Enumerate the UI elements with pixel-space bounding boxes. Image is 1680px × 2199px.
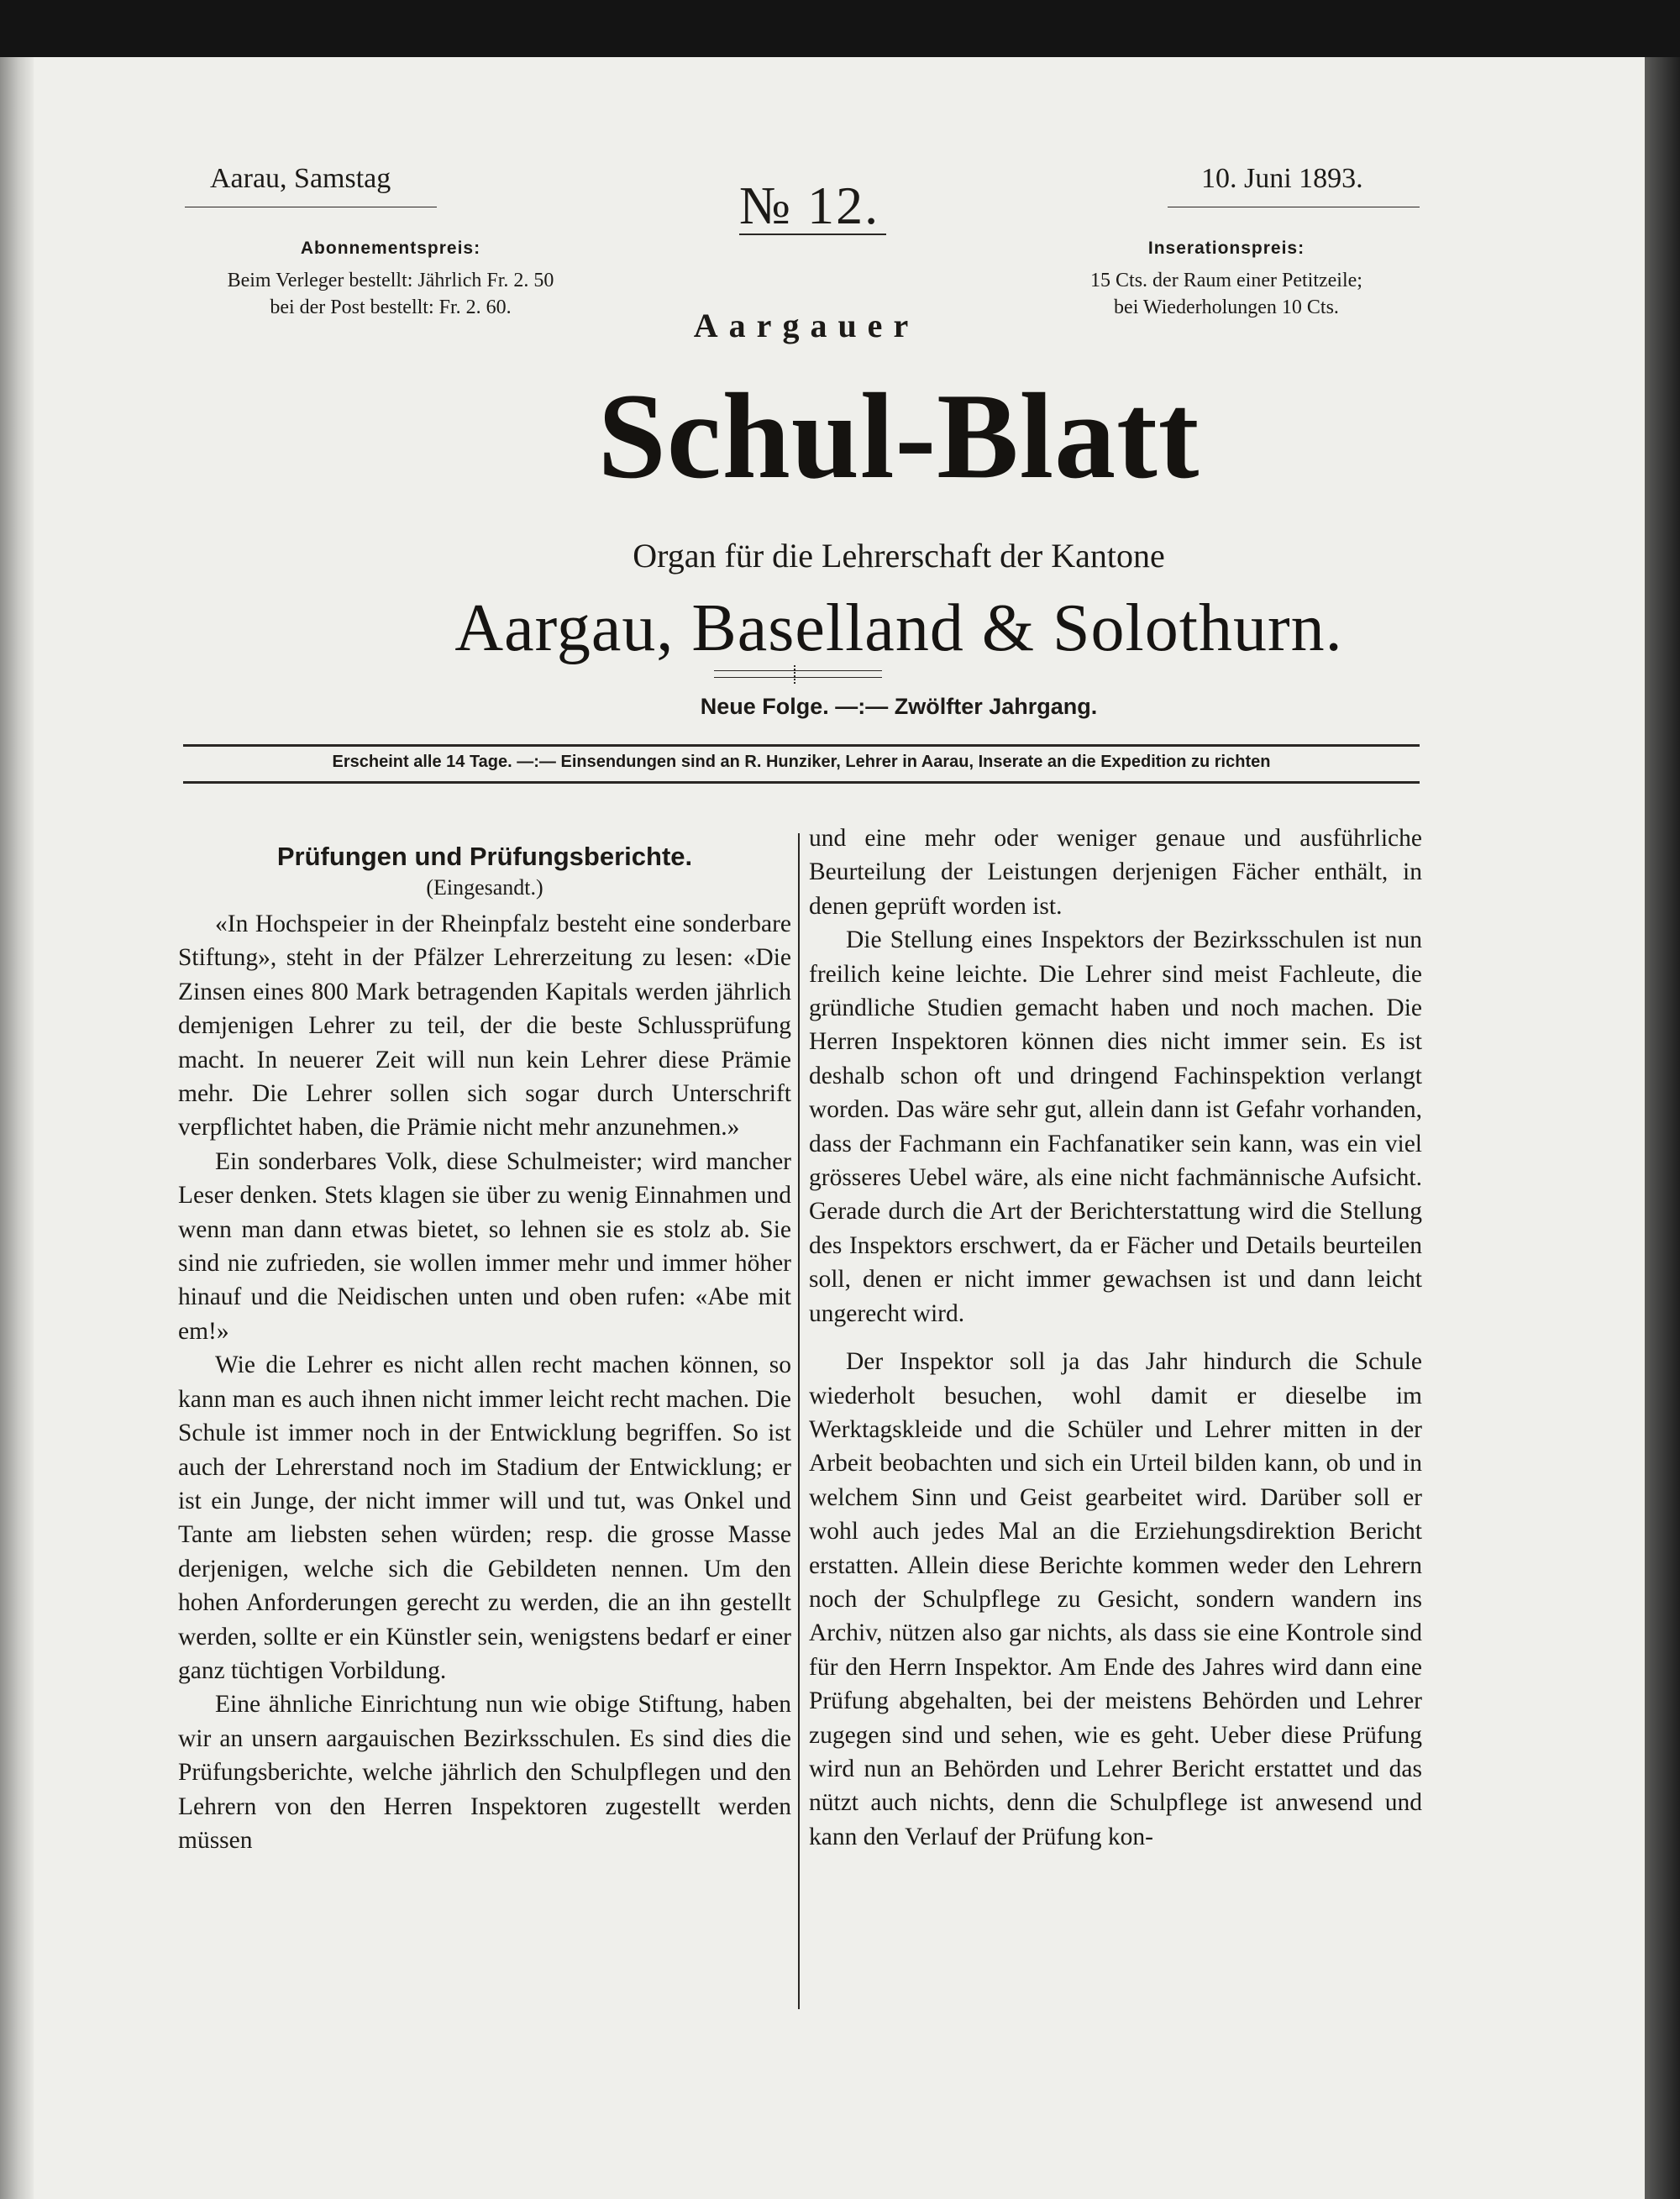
- article-paragraph: Die Stellung eines Inspektors der Bezirksschulen ist nun freilich keine leichte. Die Lehrer sind meist Fachleute, die gründliche Studien gemacht haben und noch machen. Die Herren Inspektoren können dies nicht immer sein. Es ist deshalb schon oft und dringend Fachinspektion verlangt worden. Das wäre sehr gut, allein dann ist Gefahr vorhanden, dass der Fachmann ein Fachfanatiker sein kann, was ein viel grösseres Uebel wäre, als eine nicht fachmännische Aufsicht. Gerade durch die Art der Berichterstattung wird die Stellung des Inspektors erschwert, da er Fächer und Details beurteilen soll, denen er nicht immer gewachsen ist und dann leicht ungerecht wird.: [809, 926, 1422, 1327]
- article-subtitle: (Eingesandt.): [426, 875, 543, 900]
- article-right-column: [809, 821, 1422, 1854]
- notice-rule-bottom: [183, 781, 1420, 784]
- binding-gutter: [0, 57, 34, 2199]
- issue-number: № 12.: [739, 176, 880, 235]
- article-paragraph: «In Hochspeier in der Rheinpfalz besteht eine sonderbare Stiftung», steht in der Pfälzer Lehrerzeitung zu lesen: «Die Zinsen eines 800 Mark betragenden Kapitals werden jährlich demjenigen Lehrer zu teil, der die beste Schlussprüfung macht. In neuerer Zeit will nun kein Lehrer diese Prämie mehr. Die Lehrer sollen sich sogar durch Unterschrift verpflichtet haben, die Prämie nicht mehr anzunehmen.»: [178, 911, 791, 1141]
- subscription-price-block: [176, 239, 605, 321]
- publication-notice: Erscheint alle 14 Tage. —:— Einsendungen sind an R. Hunziker, Lehrer in Aarau, Inserate an die Expedition zu richten: [332, 753, 1271, 771]
- article-paragraph: Eine ähnliche Einrichtung nun wie obige Stiftung, haben wir an unsern aargauischen Bezirksschulen. Es sind dies die Prüfungsberichte, welche jährlich den Schulpflegen und den Lehrern von den Herren Inspektoren zugestellt werden müssen: [178, 1691, 791, 1854]
- article-left-column: [178, 840, 791, 1857]
- place-weekday: Aarau, Samstag: [210, 163, 391, 194]
- ornament-dot: [794, 665, 804, 684]
- article-title: Prüfungen und Prüfungsberichte.: [276, 842, 693, 871]
- advertising-price-block: [1025, 239, 1428, 321]
- masthead-pretitle: Aargauer: [693, 307, 920, 344]
- article-paragraph: Ein sonderbares Volk, diese Schulmeister; wird mancher Leser denken. Stets klagen sie über zu wenig Einnahmen und wenn man dann etwas bietet, so lehnen sie es stolz ab. Sie sind nie zufrieden, sie wollen immer mehr und immer höher hinauf und die Neidischen unten und oben rufen: «Abe mit em!»: [178, 1147, 791, 1345]
- cantons-line: Aargau, Baselland & Solothurn.: [454, 591, 1343, 665]
- advertising-heading: Inserationspreis:: [1147, 239, 1305, 258]
- article-paragraph: Der Inspektor soll ja das Jahr hindurch die Schule wiederholt besuchen, wohl damit er dieselbe im Werktagskleide und die Schüler und Lehrer mitten in der Arbeit beobachten und sich ein Urteil bilden kann, ob und in welchem Sinn und Geist gearbeitet wird. Darüber soll er wohl auch jedes Mal an die Erziehungsdirektion Bericht erstatten. Allein diese Berichte kommen weder den Lehrern noch der Schulpflege zu Gesicht, sondern wandern ins Archiv, nützen also gar nichts, als dass sie eine Kontrole sind für den Herrn Inspektor. Am Ende des Jahres wird dann eine Prüfung abgehalten, bei der meistens Behörden und Lehrer zugegen sind und sehen, wie es geht. Ueber diese Prüfung wird nun an Behörden und Lehrer Bericht erstattet und das nützt auch nichts, denn die Schulpflege ist anwesend und kann den Verlauf der Prüfung kon-: [809, 1348, 1422, 1850]
- column-separator: [798, 833, 800, 2009]
- organ-line: Organ für die Lehrerschaft der Kantone: [633, 537, 1165, 575]
- masthead-title: Schul-Blatt: [597, 368, 1200, 504]
- subscription-line-2: bei der Post bestellt: Fr. 2. 60.: [270, 297, 512, 318]
- notice-rule-top: [183, 744, 1420, 747]
- article-paragraph: und eine mehr oder weniger genaue und ausführliche Beurteilung der Leistungen derjenigen Fächer enthält, in denen geprüft worden ist.: [809, 825, 1422, 920]
- issue-date: 10. Juni 1893.: [1201, 163, 1363, 194]
- advertising-line-2: bei Wiederholungen 10 Cts.: [1114, 297, 1339, 318]
- scan-edge: [1645, 57, 1680, 2199]
- advertising-line-1: 15 Cts. der Raum einer Petitzeile;: [1090, 270, 1362, 291]
- article-paragraph: Wie die Lehrer es nicht allen recht machen können, so kann man es auch ihnen nicht immer leicht recht machen. Die Schule ist immer noch in der Entwicklung begriffen. So ist auch der Lehrerstand noch im Stadium der Entwicklung; er ist ein Junge, der nicht immer will und tut, was Onkel und Tante am liebsten sehen würden; resp. die grosse Masse derjenigen, welche sich die Gebildeten nennen. Um den hohen Anforderungen gerecht zu werden, die an ihn gestellt werden, sollte er ein Künstler sein, wenigstens bedarf er einer ganz tüchtigen Vorbildung.: [178, 1351, 791, 1684]
- series-line: Neue Folge. —:— Zwölfter Jahrgang.: [700, 694, 1098, 719]
- newspaper-page: [0, 57, 1645, 2199]
- issue-underline: [739, 234, 886, 235]
- subscription-line-1: Beim Verleger bestellt: Jährlich Fr. 2. 50: [227, 270, 554, 291]
- subscription-heading: Abonnementspreis:: [300, 239, 481, 258]
